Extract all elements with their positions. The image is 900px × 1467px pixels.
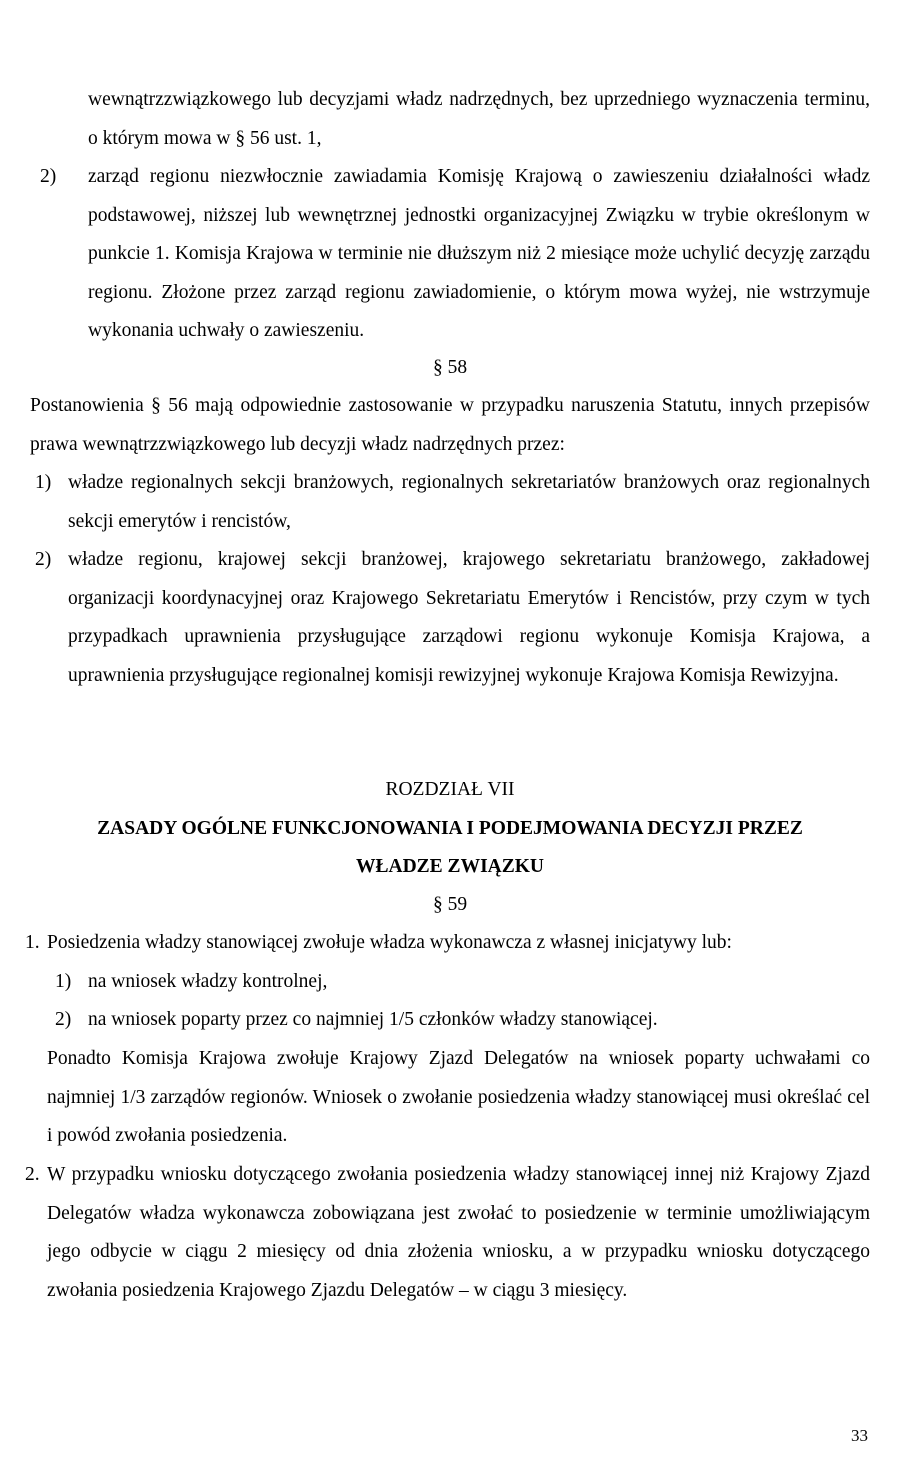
s59-par-1-text: Posiedzenia władzy stanowiącej zwołuje władza wykonawcza z własnej inicjatywy lub:	[47, 932, 732, 953]
chapter-title-line-1: ZASADY OGÓLNE FUNKCJONOWANIA I PODEJMOWANIA DECYZJI PRZEZ	[97, 818, 803, 839]
s58-item-2-text: władze regionu, krajowej sekcji branżowej, krajowego sekretariatu branżowego, zakładowej organizacji koordynacyjnej oraz Krajowego Sekretariatu Emerytów i Rencistów, przy czym w tych przypadkach uprawnienia przysługujące zarządowi regionu wykonuje Komisja Krajowa, a uprawnienia przysługujące regionalnej komisji rewizyjnej wykonuje Krajowa Komisja Rewizyjna.	[68, 549, 870, 686]
s59-par-1-number: 1.	[25, 932, 40, 953]
s59-par-1-continuation: Ponadto Komisja Krajowa zwołuje Krajowy Zjazd Delegatów na wniosek poparty uchwałami co najmniej 1/3 zarządów regionów. Wniosek o zwołanie posiedzenia władzy stanowiącej musi określać cel i powód zwołania posiedzenia.	[47, 1048, 870, 1147]
s59-item-2-number: 2)	[55, 1009, 72, 1030]
page-number: 33	[851, 1426, 868, 1445]
section-58-heading: § 58	[432, 357, 468, 378]
s59-item-2-text: na wniosek poparty przez co najmniej 1/5 członków władzy stanowiącej.	[88, 1009, 658, 1030]
s58-item-1-text: władze regionalnych sekcji branżowych, regionalnych sekretariatów branżowych oraz regionalnych sekcji emerytów i rencistów,	[68, 472, 870, 532]
s59-par-2-number: 2.	[25, 1164, 40, 1185]
s57-item-2-text: zarząd regionu niezwłocznie zawiadamia Komisję Krajową o zawieszeniu działalności władz podstawowej, niższej lub wewnętrznej jednostki organizacyjnej Związku w trybie określonym w punkcie 1. Komisja Krajowa w terminie nie dłuższym niż 2 miesiące może uchylić decyzję zarządu regionu. Złożone przez zarząd regionu zawiadomienie, o którym mowa wyżej, nie wstrzymuje wykonania uchwały o zawieszeniu.	[88, 166, 870, 342]
section-59-heading: § 59	[432, 894, 468, 915]
section-58-intro: Postanowienia § 56 mają odpowiednie zastosowanie w przypadku naruszenia Statutu, innych przepisów prawa wewnątrzzwiązkowego lub decyzji władz nadrzędnych przez:	[30, 395, 870, 455]
s57-item-2-number: 2)	[40, 166, 57, 187]
s59-item-1-text: na wniosek władzy kontrolnej,	[88, 971, 328, 992]
s59-item-1-number: 1)	[55, 971, 72, 992]
chapter-label: ROZDZIAŁ VII	[385, 779, 515, 800]
continued-paragraph: wewnątrzzwiązkowego lub decyzjami władz nadrzędnych, bez uprzedniego wyznaczenia terminu, o którym mowa w § 56 ust. 1,	[88, 89, 870, 149]
chapter-title-line-2: WŁADZE ZWIĄZKU	[356, 856, 544, 877]
s59-par-2-text: W przypadku wniosku dotyczącego zwołania posiedzenia władzy stanowiącej innej niż Krajowy Zjazd Delegatów władza wykonawcza zobowiązana jest zwołać to posiedzenie w terminie umożliwiającym jego odbycie w ciągu 2 miesięcy od dnia złożenia wniosku, a w przypadku wniosku dotyczącego zwołania posiedzenia Krajowego Zjazdu Delegatów – w ciągu 3 miesięcy.	[47, 1164, 870, 1301]
s58-item-1-number: 1)	[35, 472, 52, 493]
s58-item-2-number: 2)	[35, 549, 52, 570]
